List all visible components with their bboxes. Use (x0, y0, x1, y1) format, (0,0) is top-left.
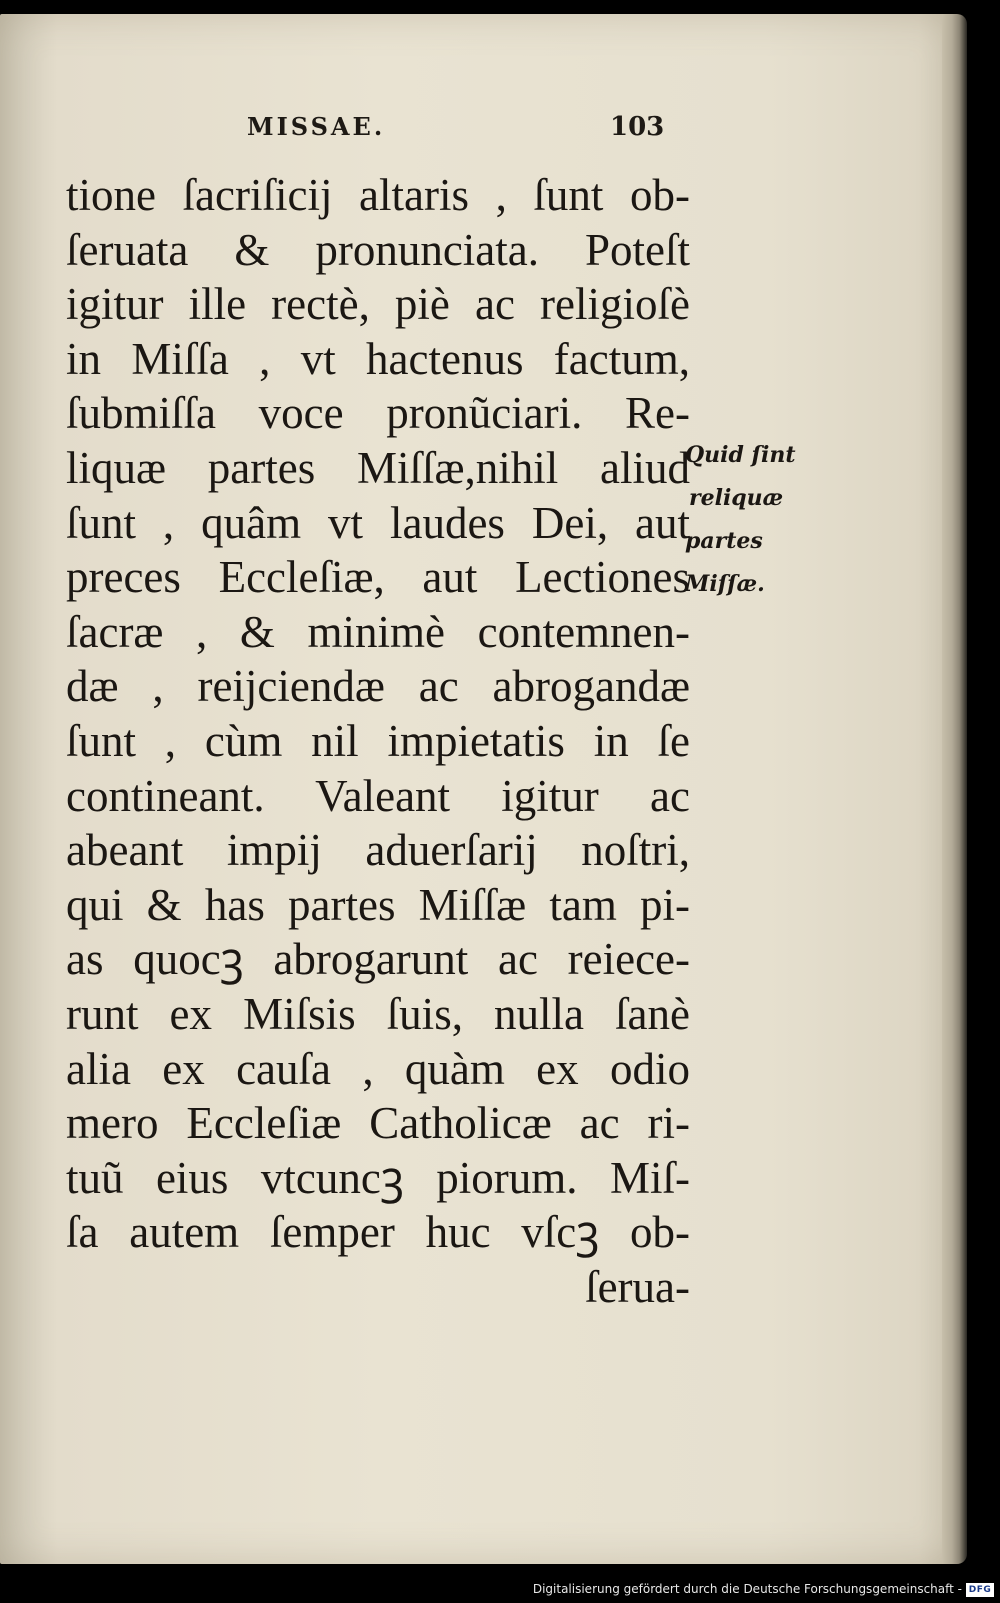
text-line: alia ex cauſa , quàm ex odio (66, 1043, 690, 1094)
text-line: preces Eccleſiæ, aut Lectiones (66, 552, 690, 603)
text-line: ſubmiſſa voce pronũciari. Re- (66, 388, 690, 439)
text-line: mero Eccleſiæ Catholicæ ac ri- (66, 1098, 690, 1149)
page-header (0, 112, 957, 152)
text-line: ſeruata & pronunciata. Poteſt (66, 224, 690, 275)
text-line: abeant impij aduerſarij noſtri, (66, 825, 690, 876)
text-line: tione ſacriſicij altaris , ſunt ob- (66, 170, 690, 220)
catchword: ſerua- (585, 1261, 690, 1312)
text-line: in Miſſa , vt hactenus factum, (66, 333, 690, 384)
marginal-note-line: Quid ſint (685, 442, 796, 468)
text-line: ſunt , cùm nil impietatis in ſe (66, 715, 690, 766)
text-line: qui & has partes Miſſæ tam pi- (66, 879, 690, 930)
page-edge (942, 14, 967, 1564)
funding-credit: Digitalisierung gefördert durch die Deutsche Forschungsgemeinschaft - (532, 1582, 962, 1596)
footer-bar (0, 1580, 1000, 1603)
text-line: tuũ eius vtcuncꝫ piorum. Miſ- (66, 1152, 690, 1203)
text-line: contineant. Valeant igitur ac (66, 770, 690, 821)
text-line: ſunt , quâm vt laudes Dei, aut (66, 497, 690, 548)
text-line: ſacræ , & minimè contemnen- (66, 606, 690, 657)
dfg-logo: DFG (966, 1583, 994, 1597)
marginal-note (685, 434, 825, 606)
body-text (66, 168, 690, 1314)
marginal-note-line: partes (685, 528, 763, 554)
running-title: MISSAE. (247, 112, 386, 141)
text-line: ſa autem ſemper huc vſcꝫ ob- (66, 1207, 690, 1258)
text-line: igitur ille rectè, piè ac religioſè (66, 279, 690, 330)
marginal-note-line: reliquæ (689, 485, 784, 511)
text-line: runt ex Miſsis ſuis, nulla ſanè (66, 988, 690, 1039)
text-line: dæ , reijciendæ ac abrogandæ (66, 661, 690, 712)
text-line: liquæ partes Miſſæ,nihil aliud (66, 442, 690, 493)
page-number: 103 (610, 112, 665, 142)
text-line: as quocꝫ abrogarunt ac reiece- (66, 934, 690, 985)
marginal-note-line: Miſſæ. (685, 571, 765, 597)
